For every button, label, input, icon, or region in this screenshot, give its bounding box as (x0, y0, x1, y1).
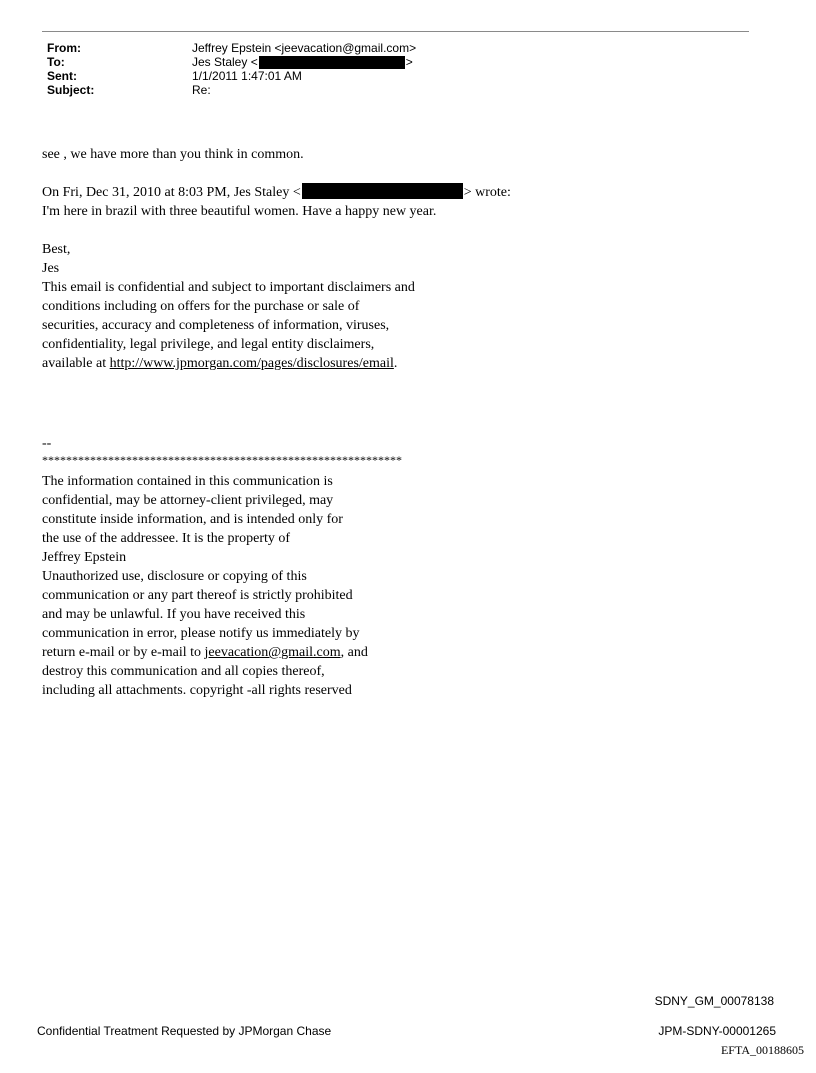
from-label: From: (47, 41, 81, 55)
confidentiality-line: communication or any part thereof is strictly prohibited (42, 588, 353, 603)
confidentiality-line: including all attachments. copyright -all rights reserved (42, 683, 352, 698)
disclaimer-line: confidentiality, legal privilege, and legal entity disclaimers, (42, 337, 375, 352)
subject-value: Re: (192, 83, 211, 97)
confidentiality-line: and may be unlawful. If you have received this (42, 607, 306, 622)
disclaimer-line: securities, accuracy and completeness of information, viruses, (42, 318, 390, 333)
to-suffix: > (405, 55, 413, 69)
subject-label: Subject: (47, 83, 95, 97)
confidentiality-line: Jeffrey Epstein (42, 550, 127, 565)
quoted-intro (42, 183, 511, 202)
header-divider (42, 31, 749, 32)
to-redaction (259, 56, 405, 69)
confidentiality-line: the use of the addressee. It is the property of (42, 531, 291, 546)
from-value: Jeffrey Epstein <jeevacation@gmail.com> (192, 41, 417, 55)
sent-label: Sent: (47, 69, 77, 83)
confidentiality-line: confidential, may be attorney-client privileged, may (42, 493, 334, 508)
email-line-suffix: , and (340, 645, 368, 660)
to-prefix: Jes Staley < (192, 55, 258, 69)
asterisk-divider: ************************************************************ (42, 453, 402, 467)
disclaimer-last-line (42, 354, 511, 373)
reply-line: see , we have more than you think in common. (42, 147, 304, 162)
confidentiality-line: The information contained in this communication is (42, 474, 333, 489)
signature-block (42, 434, 402, 700)
to-row (47, 55, 416, 69)
email-line-prefix: return e-mail or by e-mail to (42, 645, 205, 660)
confidentiality-line: communication in error, please notify us immediately by (42, 626, 360, 641)
to-label: To: (47, 55, 65, 69)
disclaimer-line: conditions including on offers for the purchase or sale of (42, 299, 360, 314)
sent-value: 1/1/2011 1:47:01 AM (192, 69, 302, 83)
email-contact-line (42, 643, 402, 662)
quoted-body-line: I'm here in brazil with three beautiful women. Have a happy new year. (42, 204, 437, 219)
sent-row (47, 69, 416, 83)
disclosures-link[interactable]: http://www.jpmorgan.com/pages/disclosures/email (109, 356, 394, 371)
confidentiality-line: Unauthorized use, disclosure or copying of this (42, 569, 307, 584)
blank-line (42, 221, 511, 240)
reply-message (42, 145, 304, 164)
jpm-bates-stamp: JPM-SDNY-00001265 (658, 1024, 776, 1038)
signature-separator: -- (42, 436, 52, 451)
disclaimer-last-prefix: available at (42, 356, 110, 371)
quoted-intro-prefix: On Fri, Dec 31, 2010 at 8:03 PM, Jes Staley < (42, 185, 301, 200)
quoted-message (42, 183, 511, 373)
from-row (47, 41, 416, 55)
disclaimer-last-suffix: . (393, 356, 398, 371)
confidentiality-line: constitute inside information, and is intended only for (42, 512, 343, 527)
quoted-signature: Jes (42, 261, 60, 276)
email-link[interactable]: jeevacation@gmail.com (204, 645, 341, 660)
subject-row (47, 83, 416, 97)
confidentiality-line: destroy this communication and all copies thereof, (42, 664, 325, 679)
to-value (192, 55, 413, 69)
confidential-treatment-notice: Confidential Treatment Requested by JPMorgan Chase (37, 1024, 332, 1038)
quoted-redaction (302, 183, 463, 199)
quoted-signoff: Best, (42, 242, 71, 257)
quoted-intro-suffix: > wrote: (463, 185, 511, 200)
efta-bates-stamp: EFTA_00188605 (720, 1043, 804, 1057)
disclaimer-line: This email is confidential and subject to important disclaimers and (42, 280, 415, 295)
sdny-bates-stamp: SDNY_GM_00078138 (654, 994, 774, 1008)
email-header (47, 41, 416, 97)
